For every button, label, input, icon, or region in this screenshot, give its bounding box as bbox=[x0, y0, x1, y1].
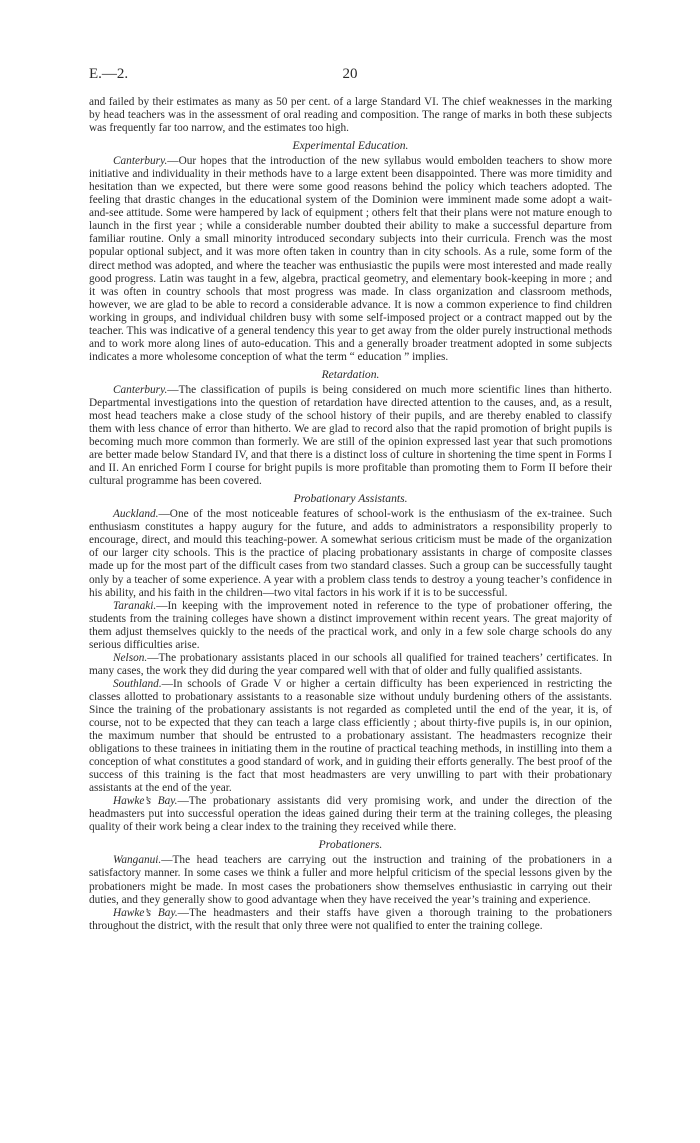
section-heading-probationers: Probationers. bbox=[318, 838, 383, 852]
paragraph-text: —In schools of Grade V or higher a certain difficulty has been experienced in restricting the classes allotted to probationary assistants to a reasonable size without unduly burdening others of the assistants. Since the training of the probationary assistants is not regarded as completed until the end of the year, it is, of course, not to be expected that they can teach a large class efficiently ; about thirty-five pupils is, in our opinion, the maximum number that should be entrusted to a probationary assistant. The headmasters recognize their obligations to these trainees in initiating them in the routine of practical teaching methods, in instilling into them a conception of what constitutes a good standard of work, and in guiding their efforts generally. The best proof of the success of this training is the fact that most headmasters are very unwilling to part with their probationary assistants at the end of the year. bbox=[89, 677, 612, 795]
section-heading-probationary-assistants: Probationary Assistants. bbox=[293, 492, 408, 506]
paragraph-text: —Our hopes that the introduction of the new syllabus would embolden teachers to show more initiative and individuality in their methods have to a large extent been disappointed. There was more timidity and hesitation than we expected, but there were some good reasons behind the policy which teachers adopted. The feeling that drastic changes in the educational system of the Dominion were imminent made some adopt a wait-and-see attitude. Some were hampered by lack of equipment ; others felt that their plans were not mature enough to launch in the first year ; while a considerable number doubted their ability to make a successful departure from familiar routine. Only a small minority introduced secondary subjects into their curricula. French was the most popular optional subject, and it was more often taken in country than in city schools. As a rule, some form of the direct method was adopted, and where the teacher was enthusiastic the pupils were most interested and made really good progress. Latin was taught in a few, algebra, practical geometry, and elementary book-keeping in more ; and it was often in country schools that most progress was made. In class organization and classroom methods, however, we are glad to be able to record a considerable advance. It is now a common experience to find children working in groups, and individual children busy with some self-imposed project or a contract mapped out by the teacher. This was indicative of a general tendency this year to get away from the older purely instructional methods and to work more along lines of auto-education. This and a generally broader treatment adopted in some subjects indicates a more wholesome conception of what the term “ education ” implies. bbox=[89, 155, 612, 363]
paragraph bbox=[89, 678, 612, 795]
place-name: Wanganui. bbox=[113, 854, 162, 867]
paragraph bbox=[89, 155, 612, 364]
paragraph-text: —In keeping with the improvement noted in reference to the type of probationer offering, the students from the training colleges have shown a distinct improvement within recent years. The great majority of them adjust themselves quickly to the needs of the practical work, and only in a few sole charge schools do any serious difficulties arise. bbox=[89, 599, 612, 651]
paragraph bbox=[89, 795, 612, 834]
place-name: Hawke’s Bay. bbox=[113, 795, 178, 808]
paragraph bbox=[89, 384, 612, 488]
place-name: Auckland. bbox=[113, 508, 159, 521]
paragraph-text: —The classification of pupils is being considered on much more scientific lines than hitherto. Departmental investigations into the question of retardation have directed attention to the causes, and, as a result, most head teachers make a close study of the school history of their pupils, and are thereby enabled to classify them with less chance of error than hitherto. We are glad to record also that the rapid promotion of bright pupils is becoming much more common than formerly. We are still of the opinion expressed last year that such promotions are better made below Standard IV, and that there is a distinct loss of culture in shortening the time spent in Forms I and II. An enriched Form I course for bright pupils is more profitable than promoting them to Form II before their cultural programme has been covered. bbox=[89, 383, 612, 488]
paragraph bbox=[89, 854, 612, 906]
paragraph bbox=[89, 600, 612, 652]
place-name: Hawke’s Bay. bbox=[113, 906, 178, 919]
paragraph bbox=[89, 508, 612, 599]
paragraph bbox=[89, 652, 612, 678]
intro-paragraph: and failed by their estimates as many as 50 per cent. of a large Standard VI. The chief weaknesses in the marking by head teachers was in the assessment of oral reading and composition. The range of marks in both these subjects was frequently far too narrow, and the estimates too high. bbox=[89, 96, 612, 135]
place-name: Southland. bbox=[113, 677, 162, 690]
paragraph-text: —The head teachers are carrying out the instruction and training of the probationers in a satisfactory manner. In some cases we think a fuller and more helpful criticism of the special lessons given by the probationers might be made. In most cases the probationers show themselves enthusiastic in carrying out their duties, and they generally show to good advantage when they have received the year’s training and experience. bbox=[89, 854, 612, 906]
paragraph-text: —One of the most noticeable features of school-work is the enthusiasm of the ex-trainee. Such enthusiasm constitutes a happy augury for the future, and adds to administrators a responsibility properly to encourage, direct, and mould this teaching-power. A somewhat serious criticism must be made of the organization of our larger city schools. This is the practice of placing probationary assistants in charge of composite classes made up for the most part of the difficult cases from two standard classes. Such a group can be successfully taught only by a teacher of some experience. A year with a problem class tends to destroy a young teacher’s confidence in his ability, and his faith in the children—two vital factors in his work if it is to be successful. bbox=[89, 508, 612, 599]
document-reference: E.—2. bbox=[89, 66, 129, 82]
paragraph bbox=[89, 907, 612, 933]
paragraph-text: —The probationary assistants did very promising work, and under the direction of the headmasters put into successful operation the ideas gained during their term at the training colleges, the pleasing quality of their work being a clear index to the training they received while there. bbox=[89, 795, 612, 834]
section-heading-retardation: Retardation. bbox=[321, 367, 380, 381]
paragraph-text: —The probationary assistants placed in our schools all qualified for trained teachers’ certificates. In many cases, the work they did during the year compared well with that of older and fully qualified assistants. bbox=[89, 651, 612, 677]
page-number: 20 bbox=[342, 66, 358, 82]
section-heading-experimental-education: Experimental Education. bbox=[292, 139, 409, 153]
place-name: Canterbury. bbox=[113, 155, 168, 168]
paragraph-text: —The headmasters and their staffs have given a thorough training to the probationers throughout the district, with the result that only three were not qualified to enter the training college. bbox=[89, 906, 612, 932]
place-name: Nelson. bbox=[113, 651, 148, 664]
place-name: Taranaki. bbox=[113, 599, 157, 612]
page-header bbox=[89, 66, 611, 86]
place-name: Canterbury. bbox=[113, 383, 168, 396]
body-text bbox=[89, 96, 612, 933]
